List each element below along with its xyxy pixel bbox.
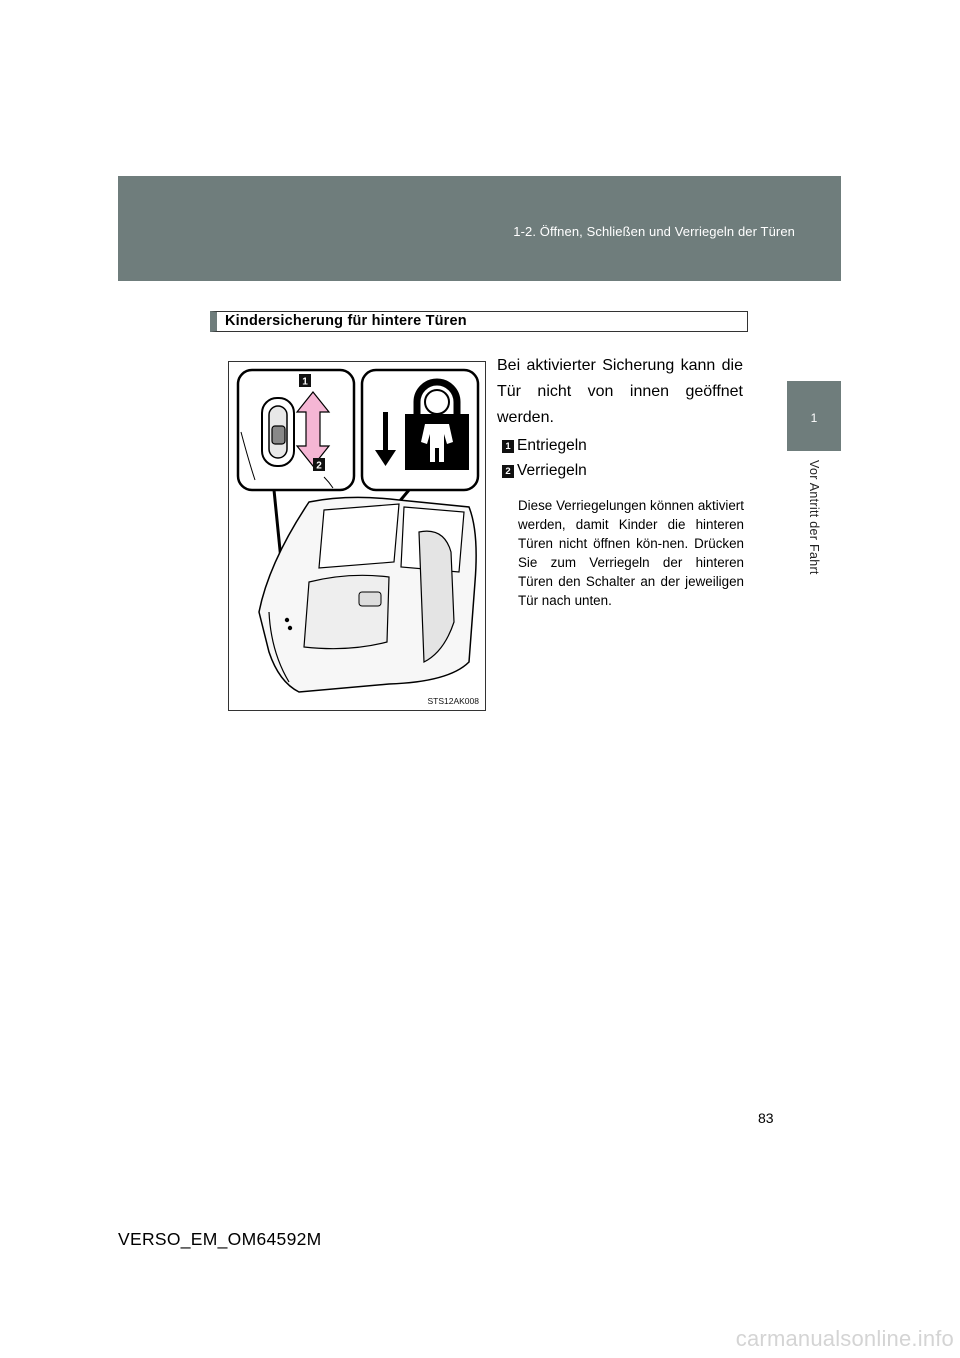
child-lock-illustration [228,361,486,711]
step-unlock [502,437,587,455]
door-handle [359,592,381,606]
step-badge: 1 [502,440,514,453]
door-panel [304,575,389,648]
section-title: 1-2. Öffnen, Schließen und Verriegeln der Türen [513,224,795,239]
callout-2-text: 2 [316,460,322,472]
switch-knob [272,426,285,444]
chapter-number: 1 [810,411,818,425]
step-label: Verriegeln [517,462,587,479]
step-lock [502,462,587,480]
chapter-label: Vor Antritt der Fahrt [807,460,821,575]
page-number: 83 [758,1110,774,1126]
door-window [319,504,399,568]
chapter-tab [787,381,841,451]
section-heading-box [210,311,748,332]
step-label: Entriegeln [517,437,587,454]
chapter-label-area [787,460,841,640]
note-text: Diese Verriegelungen können aktiviert werden, damit Kinder die hinteren Türen nicht öffnen kön-nen. Drücken Sie zum Verriegeln der hinteren Türen den Schalter an der jeweiligen Tür nach unten. [518,498,744,608]
intro-text: Bei aktivierter Sicherung kann die Tür nicht von innen geöffnet werden. [497,357,743,426]
door-illustration-svg [229,362,485,710]
header-band [118,176,841,281]
section-heading: Kindersicherung für hintere Türen [225,313,467,329]
switch-closeup-frame [238,370,354,490]
watermark: carmanualsonline.info [735,1326,954,1351]
callout-1-text: 1 [302,376,308,388]
child-head-icon [425,390,449,414]
step-badge: 2 [502,465,514,478]
document-id: VERSO_EM_OM64592M [118,1229,322,1249]
figure-code: STS12AK008 [427,696,479,706]
